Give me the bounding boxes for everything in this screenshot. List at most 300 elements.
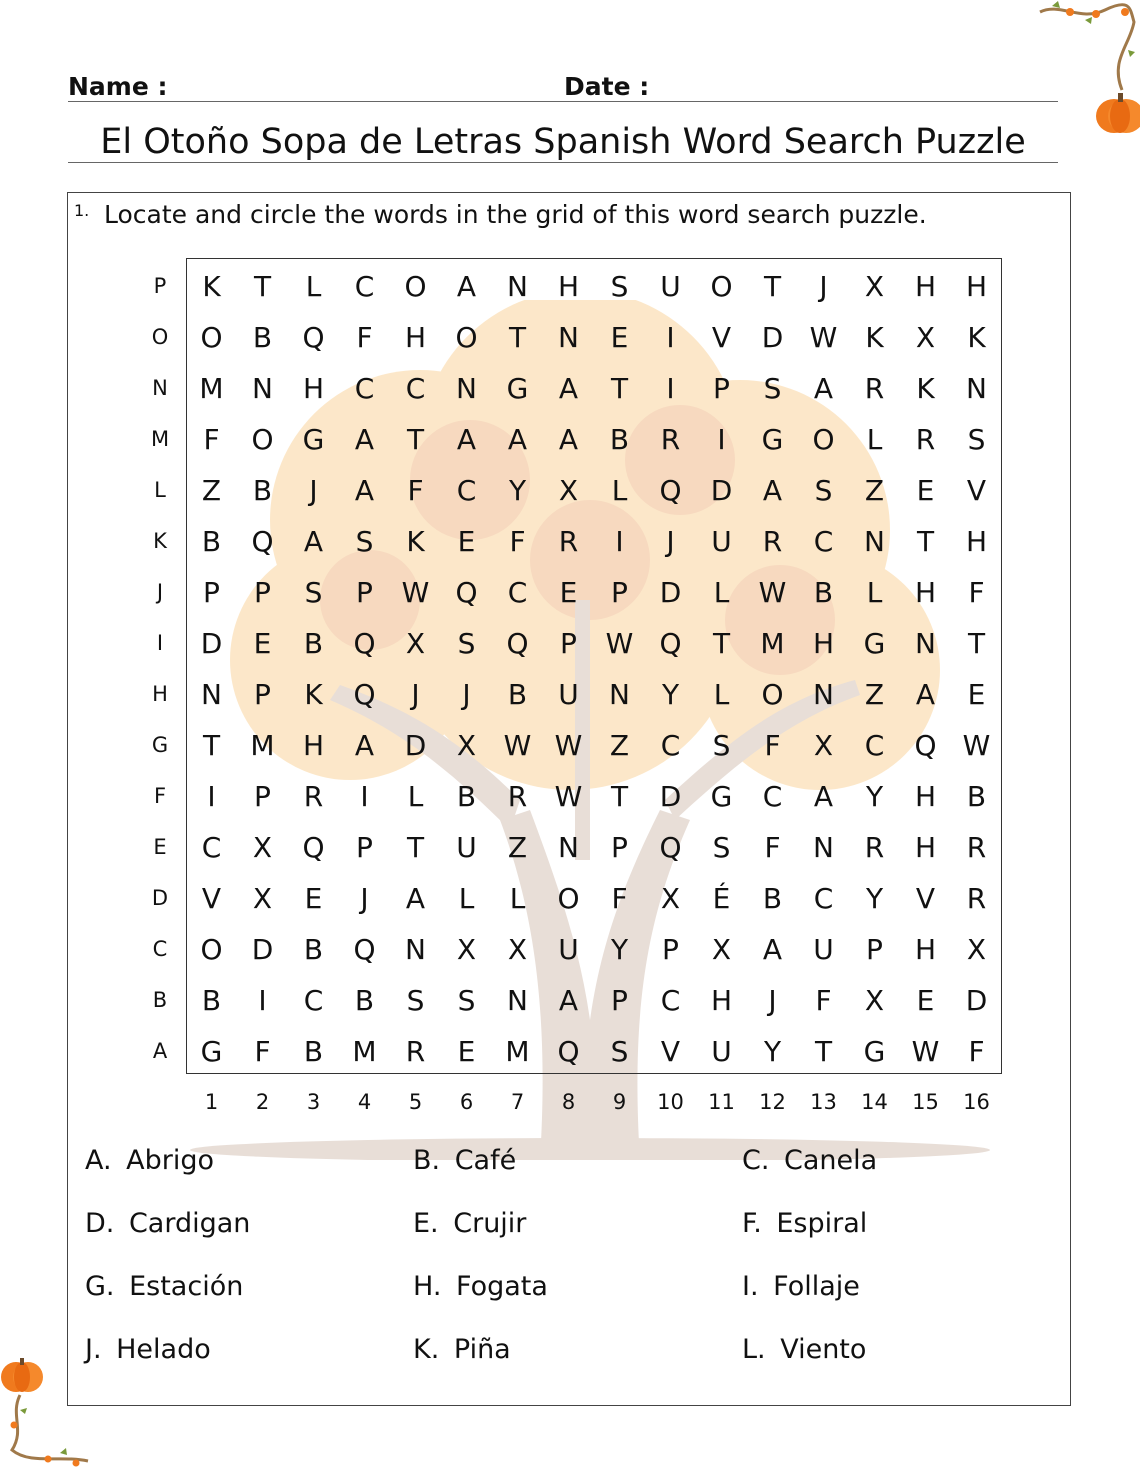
- grid-cell[interactable]: S: [763, 372, 782, 405]
- grid-cell[interactable]: X: [252, 831, 273, 864]
- grid-cell[interactable]: H: [965, 525, 988, 558]
- grid-cell[interactable]: K: [202, 270, 221, 303]
- grid-cell[interactable]: J: [768, 984, 777, 1017]
- grid-cell[interactable]: Q: [251, 525, 274, 558]
- grid-cell[interactable]: E: [559, 576, 578, 609]
- grid-cell[interactable]: H: [914, 831, 937, 864]
- grid-cell[interactable]: U: [813, 933, 834, 966]
- word-letter: H.: [413, 1271, 442, 1302]
- grid-cell[interactable]: I: [666, 321, 675, 354]
- grid-cell[interactable]: A: [405, 882, 426, 915]
- grid-cell[interactable]: A: [354, 474, 375, 507]
- row-label: P: [153, 274, 167, 298]
- grid-cell[interactable]: Y: [763, 1035, 782, 1068]
- grid-cell[interactable]: E: [457, 525, 476, 558]
- grid-cell[interactable]: F: [968, 576, 985, 609]
- grid-cell[interactable]: R: [303, 780, 324, 813]
- grid-cell[interactable]: F: [356, 321, 373, 354]
- grid-cell[interactable]: G: [200, 1035, 223, 1068]
- grid-cell[interactable]: S: [304, 576, 323, 609]
- grid-cell[interactable]: A: [507, 423, 528, 456]
- grid-cell[interactable]: T: [712, 627, 731, 660]
- grid-cell[interactable]: M: [760, 627, 785, 660]
- grid-cell[interactable]: N: [201, 678, 222, 711]
- col-label: 2: [255, 1090, 270, 1114]
- grid-cell[interactable]: B: [303, 1035, 324, 1068]
- grid-cell[interactable]: W: [962, 729, 991, 762]
- grid-cell[interactable]: O: [557, 882, 580, 915]
- grid-cell[interactable]: E: [457, 1035, 476, 1068]
- grid-cell[interactable]: F: [611, 882, 628, 915]
- grid-cell[interactable]: R: [507, 780, 528, 813]
- grid-cell[interactable]: M: [352, 1035, 377, 1068]
- grid-cell[interactable]: Q: [659, 627, 682, 660]
- grid-cell[interactable]: O: [251, 423, 274, 456]
- word-item: [85, 1145, 214, 1176]
- grid-cell[interactable]: R: [966, 831, 987, 864]
- word-letter: B.: [413, 1145, 441, 1176]
- grid-cell[interactable]: N: [507, 270, 528, 303]
- grid-cell[interactable]: S: [712, 831, 731, 864]
- grid-cell[interactable]: T: [508, 321, 527, 354]
- grid-cell[interactable]: O: [812, 423, 835, 456]
- row-label: B: [152, 988, 168, 1012]
- grid-cell[interactable]: H: [302, 372, 325, 405]
- grid-cell[interactable]: L: [713, 678, 730, 711]
- word-text: Helado: [107, 1334, 211, 1365]
- grid-cell[interactable]: R: [966, 882, 987, 915]
- grid-cell[interactable]: J: [309, 474, 318, 507]
- grid-cell[interactable]: W: [605, 627, 634, 660]
- grid-cell[interactable]: W: [554, 780, 583, 813]
- grid-cell[interactable]: T: [610, 780, 629, 813]
- grid-cell[interactable]: E: [916, 474, 935, 507]
- grid-cell[interactable]: P: [254, 678, 271, 711]
- word-letter: L.: [742, 1334, 766, 1365]
- grid-cell[interactable]: K: [304, 678, 323, 711]
- grid-cell[interactable]: I: [258, 984, 267, 1017]
- grid-cell[interactable]: A: [354, 423, 375, 456]
- grid-cell[interactable]: A: [762, 933, 783, 966]
- grid-cell[interactable]: H: [914, 780, 937, 813]
- grid-cell[interactable]: D: [761, 321, 784, 354]
- grid-cell[interactable]: B: [813, 576, 834, 609]
- grid-cell[interactable]: Q: [353, 678, 376, 711]
- word-letter: G.: [85, 1271, 115, 1302]
- date-label: Date :: [564, 72, 650, 101]
- grid-cell[interactable]: A: [915, 678, 936, 711]
- grid-cell[interactable]: R: [405, 1035, 426, 1068]
- grid-cell[interactable]: Q: [302, 321, 325, 354]
- grid-cell[interactable]: F: [968, 1035, 985, 1068]
- grid-cell[interactable]: N: [813, 678, 834, 711]
- word-text: Fogata: [447, 1271, 548, 1302]
- grid-cell[interactable]: B: [201, 525, 222, 558]
- grid-cell[interactable]: L: [611, 474, 628, 507]
- grid-cell[interactable]: O: [710, 270, 733, 303]
- grid-cell[interactable]: D: [965, 984, 988, 1017]
- grid-cell[interactable]: X: [507, 933, 528, 966]
- grid-cell[interactable]: F: [203, 423, 220, 456]
- grid-cell[interactable]: E: [967, 678, 986, 711]
- grid-cell[interactable]: P: [356, 831, 373, 864]
- grid-cell[interactable]: U: [558, 933, 579, 966]
- grid-cell[interactable]: S: [457, 627, 476, 660]
- grid-cell[interactable]: C: [303, 984, 324, 1017]
- grid-cell[interactable]: B: [201, 984, 222, 1017]
- grid-cell[interactable]: L: [305, 270, 322, 303]
- grid-cell[interactable]: K: [967, 321, 986, 354]
- grid-cell[interactable]: U: [711, 1035, 732, 1068]
- grid-cell[interactable]: Z: [864, 678, 885, 711]
- grid-cell[interactable]: R: [915, 423, 936, 456]
- word-letter: F.: [742, 1208, 762, 1239]
- grid-cell[interactable]: É: [712, 882, 731, 915]
- grid-cell[interactable]: J: [411, 678, 420, 711]
- grid-cell[interactable]: W: [758, 576, 787, 609]
- grid-cell[interactable]: C: [201, 831, 222, 864]
- grid-cell[interactable]: G: [863, 1035, 886, 1068]
- grid-cell[interactable]: Z: [507, 831, 528, 864]
- grid-cell[interactable]: A: [762, 474, 783, 507]
- col-label: 10: [657, 1090, 684, 1114]
- question-number: 1.: [74, 201, 90, 220]
- grid-cell[interactable]: O: [761, 678, 784, 711]
- col-label: 4: [357, 1090, 372, 1114]
- grid-cell[interactable]: P: [611, 576, 628, 609]
- grid-cell[interactable]: O: [404, 270, 427, 303]
- grid-cell[interactable]: N: [405, 933, 426, 966]
- grid-cell[interactable]: X: [405, 627, 426, 660]
- row-label: G: [151, 733, 169, 757]
- grid-cell[interactable]: S: [814, 474, 833, 507]
- grid-cell[interactable]: A: [456, 270, 477, 303]
- grid-cell[interactable]: F: [254, 1035, 271, 1068]
- grid-cell[interactable]: Y: [661, 678, 680, 711]
- grid-cell[interactable]: I: [615, 525, 624, 558]
- grid-cell[interactable]: T: [967, 627, 986, 660]
- grid-cell[interactable]: L: [866, 423, 883, 456]
- grid-cell[interactable]: P: [611, 984, 628, 1017]
- col-label: 9: [612, 1090, 627, 1114]
- grid-cell[interactable]: Q: [659, 474, 682, 507]
- word-letter: J.: [85, 1334, 102, 1365]
- grid-cell[interactable]: P: [560, 627, 577, 660]
- grid-cell[interactable]: A: [813, 372, 834, 405]
- grid-cell[interactable]: V: [201, 882, 222, 915]
- grid-cell[interactable]: Y: [508, 474, 527, 507]
- grid-cell[interactable]: A: [558, 984, 579, 1017]
- col-label: 7: [510, 1090, 525, 1114]
- grid-cell[interactable]: C: [354, 372, 375, 405]
- grid-cell[interactable]: C: [354, 270, 375, 303]
- grid-cell[interactable]: J: [666, 525, 675, 558]
- grid-cell[interactable]: A: [354, 729, 375, 762]
- grid-cell[interactable]: S: [967, 423, 986, 456]
- grid-cell[interactable]: B: [303, 627, 324, 660]
- grid-cell[interactable]: P: [611, 831, 628, 864]
- word-item: [413, 1334, 511, 1365]
- grid-cell[interactable]: V: [966, 474, 987, 507]
- grid-cell[interactable]: X: [660, 882, 681, 915]
- word-letter: K.: [413, 1334, 440, 1365]
- grid-cell[interactable]: X: [915, 321, 936, 354]
- word-text: Viento: [771, 1334, 867, 1365]
- grid-cell[interactable]: T: [406, 423, 425, 456]
- grid-cell[interactable]: B: [456, 780, 477, 813]
- grid-cell[interactable]: D: [200, 627, 223, 660]
- row-label: C: [152, 937, 168, 961]
- grid-cell[interactable]: R: [864, 831, 885, 864]
- grid-cell[interactable]: S: [406, 984, 425, 1017]
- grid-cell[interactable]: P: [713, 372, 730, 405]
- grid-cell[interactable]: E: [610, 321, 629, 354]
- word-item: [413, 1271, 548, 1302]
- grid-cell[interactable]: R: [660, 423, 681, 456]
- grid-cell[interactable]: N: [915, 627, 936, 660]
- grid-cell[interactable]: P: [662, 933, 679, 966]
- grid-cell[interactable]: B: [252, 321, 273, 354]
- grid-cell[interactable]: Q: [353, 933, 376, 966]
- grid-cell[interactable]: T: [406, 831, 425, 864]
- grid-cell[interactable]: U: [711, 525, 732, 558]
- grid-cell[interactable]: X: [711, 933, 732, 966]
- grid-cell[interactable]: P: [254, 780, 271, 813]
- grid-cell[interactable]: H: [404, 321, 427, 354]
- grid-cell[interactable]: N: [966, 372, 987, 405]
- grid-cell[interactable]: L: [458, 882, 475, 915]
- grid-cell[interactable]: X: [456, 933, 477, 966]
- grid-cell[interactable]: V: [915, 882, 936, 915]
- grid-cell[interactable]: L: [713, 576, 730, 609]
- grid-cell[interactable]: U: [456, 831, 477, 864]
- grid-cell[interactable]: N: [558, 831, 579, 864]
- grid-cell[interactable]: H: [965, 270, 988, 303]
- grid-cell[interactable]: B: [609, 423, 630, 456]
- grid-cell[interactable]: X: [864, 270, 885, 303]
- grid-cell[interactable]: F: [407, 474, 424, 507]
- grid-cell[interactable]: I: [666, 372, 675, 405]
- grid-cell[interactable]: G: [761, 423, 784, 456]
- row-label: J: [156, 580, 164, 604]
- grid-cell[interactable]: R: [864, 372, 885, 405]
- grid-cell[interactable]: D: [659, 576, 682, 609]
- row-label: I: [156, 631, 164, 655]
- grid-cell[interactable]: T: [202, 729, 221, 762]
- grid-cell[interactable]: J: [819, 270, 828, 303]
- word-text: Canela: [775, 1145, 878, 1176]
- grid-cell[interactable]: Q: [455, 576, 478, 609]
- grid-cell[interactable]: D: [404, 729, 427, 762]
- grid-cell[interactable]: W: [401, 576, 430, 609]
- grid-cell[interactable]: S: [355, 525, 374, 558]
- grid-cell[interactable]: G: [710, 780, 733, 813]
- grid-cell[interactable]: J: [360, 882, 369, 915]
- grid-cell[interactable]: F: [509, 525, 526, 558]
- grid-cell[interactable]: Q: [353, 627, 376, 660]
- word-letter: E.: [413, 1208, 439, 1239]
- grid-cell[interactable]: Z: [609, 729, 630, 762]
- grid-cell[interactable]: C: [405, 372, 426, 405]
- grid-cell[interactable]: Q: [659, 831, 682, 864]
- word-text: Café: [446, 1145, 517, 1176]
- grid-cell[interactable]: X: [558, 474, 579, 507]
- grid-cell[interactable]: F: [764, 831, 781, 864]
- grid-cell[interactable]: A: [558, 423, 579, 456]
- grid-cell[interactable]: U: [558, 678, 579, 711]
- grid-cell[interactable]: W: [809, 321, 838, 354]
- title-underline: [68, 162, 1058, 163]
- row-label: E: [153, 835, 167, 859]
- grid-cell[interactable]: E: [916, 984, 935, 1017]
- grid-cell[interactable]: H: [914, 576, 937, 609]
- grid-cell[interactable]: C: [813, 525, 834, 558]
- grid-cell[interactable]: N: [558, 321, 579, 354]
- grid-cell[interactable]: D: [710, 474, 733, 507]
- grid-cell[interactable]: R: [762, 525, 783, 558]
- grid-cell[interactable]: V: [660, 1035, 681, 1068]
- col-label: 11: [708, 1090, 735, 1114]
- grid-cell[interactable]: S: [712, 729, 731, 762]
- grid-cell[interactable]: N: [864, 525, 885, 558]
- grid-cell[interactable]: Q: [557, 1035, 580, 1068]
- grid-cell[interactable]: N: [252, 372, 273, 405]
- grid-cell[interactable]: T: [610, 372, 629, 405]
- grid-cell[interactable]: H: [557, 270, 580, 303]
- grid-cell[interactable]: B: [966, 780, 987, 813]
- grid-cell[interactable]: D: [251, 933, 274, 966]
- grid-cell[interactable]: C: [864, 729, 885, 762]
- grid-cell[interactable]: K: [865, 321, 884, 354]
- grid-cell[interactable]: N: [456, 372, 477, 405]
- grid-cell[interactable]: I: [207, 780, 216, 813]
- grid-cell[interactable]: O: [200, 933, 223, 966]
- col-label: 14: [861, 1090, 888, 1114]
- grid-cell[interactable]: T: [253, 270, 272, 303]
- grid-cell[interactable]: F: [764, 729, 781, 762]
- grid-cell[interactable]: B: [303, 933, 324, 966]
- grid-cell[interactable]: G: [506, 372, 529, 405]
- grid-cell[interactable]: X: [966, 933, 987, 966]
- grid-cell[interactable]: T: [916, 525, 935, 558]
- grid-cell[interactable]: B: [252, 474, 273, 507]
- grid-cell[interactable]: X: [456, 729, 477, 762]
- grid-cell[interactable]: N: [507, 984, 528, 1017]
- grid-cell[interactable]: A: [456, 423, 477, 456]
- grid-cell[interactable]: W: [503, 729, 532, 762]
- grid-cell[interactable]: C: [507, 576, 528, 609]
- grid-cell[interactable]: G: [863, 627, 886, 660]
- grid-cell[interactable]: L: [407, 780, 424, 813]
- grid-cell[interactable]: N: [813, 831, 834, 864]
- grid-cell[interactable]: H: [710, 984, 733, 1017]
- grid-cell[interactable]: Q: [506, 627, 529, 660]
- grid-cell[interactable]: C: [813, 882, 834, 915]
- grid-cell[interactable]: N: [609, 678, 630, 711]
- grid-cell[interactable]: H: [914, 270, 937, 303]
- grid-cell[interactable]: Z: [201, 474, 222, 507]
- grid-cell[interactable]: B: [354, 984, 375, 1017]
- grid-cell[interactable]: S: [457, 984, 476, 1017]
- grid-cell[interactable]: G: [302, 423, 325, 456]
- grid-cell[interactable]: P: [866, 933, 883, 966]
- grid-cell[interactable]: X: [864, 984, 885, 1017]
- grid-cell[interactable]: C: [456, 474, 477, 507]
- col-label: 5: [408, 1090, 423, 1114]
- grid-cell[interactable]: M: [199, 372, 224, 405]
- grid-cell[interactable]: W: [554, 729, 583, 762]
- grid-cell[interactable]: A: [813, 780, 834, 813]
- grid-cell[interactable]: Q: [302, 831, 325, 864]
- grid-cell[interactable]: C: [660, 729, 681, 762]
- grid-cell[interactable]: V: [711, 321, 732, 354]
- grid-cell[interactable]: L: [866, 576, 883, 609]
- word-text: Follaje: [764, 1271, 860, 1302]
- grid-cell[interactable]: Q: [914, 729, 937, 762]
- grid-cell[interactable]: D: [659, 780, 682, 813]
- word-letter: I.: [742, 1271, 759, 1302]
- grid-cell[interactable]: P: [203, 576, 220, 609]
- grid-cell[interactable]: J: [462, 678, 471, 711]
- grid-cell[interactable]: I: [717, 423, 726, 456]
- grid-cell[interactable]: X: [813, 729, 834, 762]
- grid-cell[interactable]: Y: [865, 780, 884, 813]
- grid-cell[interactable]: S: [610, 270, 629, 303]
- grid-cell[interactable]: E: [304, 882, 323, 915]
- grid-cell[interactable]: Z: [864, 474, 885, 507]
- col-label: 15: [912, 1090, 939, 1114]
- grid-cell[interactable]: Y: [610, 933, 629, 966]
- word-item: [742, 1334, 866, 1365]
- grid-cell[interactable]: A: [558, 372, 579, 405]
- grid-cell[interactable]: H: [302, 729, 325, 762]
- word-item: [85, 1271, 243, 1302]
- grid-cell[interactable]: P: [254, 576, 271, 609]
- grid-cell[interactable]: M: [250, 729, 275, 762]
- grid-cell[interactable]: C: [660, 984, 681, 1017]
- grid-cell[interactable]: H: [914, 933, 937, 966]
- grid-cell[interactable]: A: [303, 525, 324, 558]
- grid-cell[interactable]: F: [815, 984, 832, 1017]
- grid-cell[interactable]: K: [406, 525, 425, 558]
- grid-cell[interactable]: O: [200, 321, 223, 354]
- grid-cell[interactable]: O: [455, 321, 478, 354]
- grid-cell[interactable]: Y: [865, 882, 884, 915]
- grid-cell[interactable]: I: [360, 780, 369, 813]
- name-date-line[interactable]: [68, 101, 1058, 102]
- grid-cell[interactable]: K: [916, 372, 935, 405]
- grid-cell[interactable]: S: [610, 1035, 629, 1068]
- grid-cell[interactable]: P: [356, 576, 373, 609]
- word-text: Piña: [445, 1334, 511, 1365]
- grid-cell[interactable]: C: [762, 780, 783, 813]
- col-label: 3: [306, 1090, 321, 1114]
- grid-cell[interactable]: M: [505, 1035, 530, 1068]
- word-item: [742, 1208, 867, 1239]
- grid-cell[interactable]: T: [814, 1035, 833, 1068]
- grid-cell[interactable]: W: [911, 1035, 940, 1068]
- grid-cell[interactable]: U: [660, 270, 681, 303]
- grid-cell[interactable]: X: [252, 882, 273, 915]
- grid-cell[interactable]: B: [762, 882, 783, 915]
- word-item: [742, 1145, 877, 1176]
- grid-cell[interactable]: B: [507, 678, 528, 711]
- grid-cell[interactable]: R: [558, 525, 579, 558]
- grid-cell[interactable]: E: [253, 627, 272, 660]
- grid-cell[interactable]: H: [812, 627, 835, 660]
- grid-cell[interactable]: L: [509, 882, 526, 915]
- grid-cell[interactable]: T: [763, 270, 782, 303]
